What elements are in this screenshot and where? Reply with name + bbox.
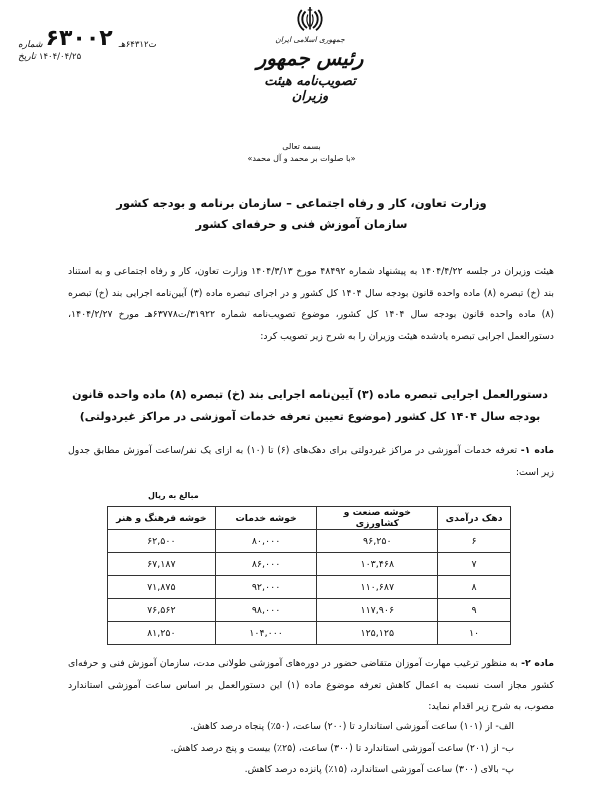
header-culture-art: خوشه فرهنگ و هنر xyxy=(108,507,216,530)
article-1 xyxy=(68,440,554,483)
table-row xyxy=(108,622,511,645)
cell-decile: ۸ xyxy=(438,576,511,599)
article-1-label: ماده ۱- xyxy=(520,445,555,456)
reference-code: ت۶۴۳۱۲هـ xyxy=(118,40,157,50)
cell-culture: ۷۱,۸۷۵ xyxy=(108,576,216,599)
cell-services: ۸۶,۰۰۰ xyxy=(215,553,317,576)
cell-services: ۱۰۴,۰۰۰ xyxy=(215,622,317,645)
table-row xyxy=(108,530,511,553)
date-row xyxy=(18,52,153,62)
addressee-line-1: وزارت تعاون، کار و رفاه اجتماعی – سازمان برنامه و بودجه کشور xyxy=(116,196,487,210)
basmala xyxy=(0,141,603,165)
article-2-text: به منظور ترغیب مهارت آموزان متقاضی حضور در دوره‌های آموزشی طولانی مدت، سازمان آموزش فنی و حرفه‌ای کشور مجاز است نسبت به اعمال کاهش تعرفه موضوع ماده (۱) این دستورالعمل بر اساس ساعت آموزشی استاندارد مصوب، به شرح زیر اقدام نماید: xyxy=(68,658,554,712)
country-name: جمهوری اسلامی ایران xyxy=(275,35,345,44)
date-label: تاریخ xyxy=(18,52,36,62)
addressee xyxy=(0,193,603,235)
number-row xyxy=(18,26,157,51)
currency-unit-note: مبالغ به ریال xyxy=(148,491,199,500)
cell-decile: ۹ xyxy=(438,599,511,622)
list-item: الف- از (۱۰۱) ساعت آموزشی استاندارد تا (۲۰۰) ساعت، (۵۰٪) پنجاه درصد کاهش. xyxy=(190,721,514,732)
cell-industry: ۹۶,۲۵۰ xyxy=(317,530,438,553)
article-2-items xyxy=(68,716,554,781)
table-row xyxy=(108,553,511,576)
number-label: شماره xyxy=(18,40,43,50)
table-row xyxy=(108,599,511,622)
office-title: رئیس جمهور xyxy=(256,46,364,70)
cell-culture: ۷۶,۵۶۲ xyxy=(108,599,216,622)
header-services: خوشه خدمات xyxy=(215,507,317,530)
list-item: پ- بالای (۳۰۰) ساعت آموزشی استاندارد، (۱۵٪) پانزده درصد کاهش. xyxy=(244,764,514,775)
header-income-decile: دهک درآمدی xyxy=(438,507,511,530)
document-meta xyxy=(18,26,157,62)
cell-decile: ۷ xyxy=(438,553,511,576)
article-2 xyxy=(68,653,554,718)
instruction-title: دستورالعمل اجرایی تبصره ماده (۳) آیین‌نامه اجرایی بند (خ) تبصره (۸) ماده واحده قانون بودجه سال ۱۴۰۴ کل کشور (موضوع تعیین تعرفه خدمات آموزشی در مراکز غیردولتی) xyxy=(72,388,548,423)
document-type: تصویب‌نامه هیئت وزیران xyxy=(264,74,356,104)
addressee-line-2: سازمان آموزش فنی و حرفه‌ای کشور xyxy=(195,217,408,231)
cell-services: ۹۸,۰۰۰ xyxy=(215,599,317,622)
cell-services: ۹۲,۰۰۰ xyxy=(215,576,317,599)
cell-industry: ۱۰۳,۴۶۸ xyxy=(317,553,438,576)
table-row xyxy=(108,576,511,599)
iran-emblem-icon xyxy=(295,4,325,34)
basmala-line-2: «با صلوات بر محمد و آل محمد» xyxy=(247,154,356,163)
letterhead xyxy=(250,4,370,104)
header-industry-agriculture: خوشه صنعت و کشاورزی xyxy=(317,507,438,530)
cell-culture: ۶۷,۱۸۷ xyxy=(108,553,216,576)
cell-industry: ۱۱۷,۹۰۶ xyxy=(317,599,438,622)
table-header-row xyxy=(108,507,511,530)
document-number: ۶۳۰۰۲ xyxy=(45,26,113,51)
cell-culture: ۸۱,۲۵۰ xyxy=(108,622,216,645)
cell-culture: ۶۲,۵۰۰ xyxy=(108,530,216,553)
cell-industry: ۱۲۵,۱۲۵ xyxy=(317,622,438,645)
article-2-label: ماده ۲- xyxy=(521,658,554,669)
list-item: ب- از (۲۰۱) ساعت آموزشی استاندارد تا (۳۰۰) ساعت، (۲۵٪) بیست و پنج درصد کاهش. xyxy=(170,742,514,754)
basmala-line-1: بسمه تعالی xyxy=(282,142,321,151)
intro-paragraph: هیئت وزیران در جلسه ۱۴۰۴/۴/۲۲ به پیشنهاد شماره ۴۸۴۹۲ مورخ ۱۴۰۴/۳/۱۳ وزارت تعاون، کار و رفاه اجتماعی و به استناد بند (خ) تبصره (۸) ماده واحده قانون بودجه سال ۱۴۰۴ کل کشور و در اجرای تبصره ماده (۳) آیین‌نامه اجرایی بند (خ) تبصره (۸) ماده واحده قانون بودجه سال ۱۴۰۴ کل کشور، موضوع تصویب‌نامه شماره ۳۱۹۲۲/ت۶۳۷۷۸هـ مورخ ۱۴۰۴/۲/۲۷، دستورالعمل اجرایی تبصره یادشده هیئت وزیران را به شرح زیر تصویب کرد: xyxy=(68,266,554,342)
cell-industry: ۱۱۰,۶۸۷ xyxy=(317,576,438,599)
cell-decile: ۱۰ xyxy=(438,622,511,645)
cell-decile: ۶ xyxy=(438,530,511,553)
cell-services: ۸۰,۰۰۰ xyxy=(215,530,317,553)
article-1-text: تعرفه خدمات آموزشی در مراکز غیردولتی برای دهک‌های (۶) تا (۱۰) به ازای یک نفر/ساعت آموزش مطابق جدول زیر است: xyxy=(68,445,554,478)
document-date: ۱۴۰۴/۰۴/۲۵ xyxy=(38,52,82,62)
tariff-table xyxy=(107,506,511,645)
